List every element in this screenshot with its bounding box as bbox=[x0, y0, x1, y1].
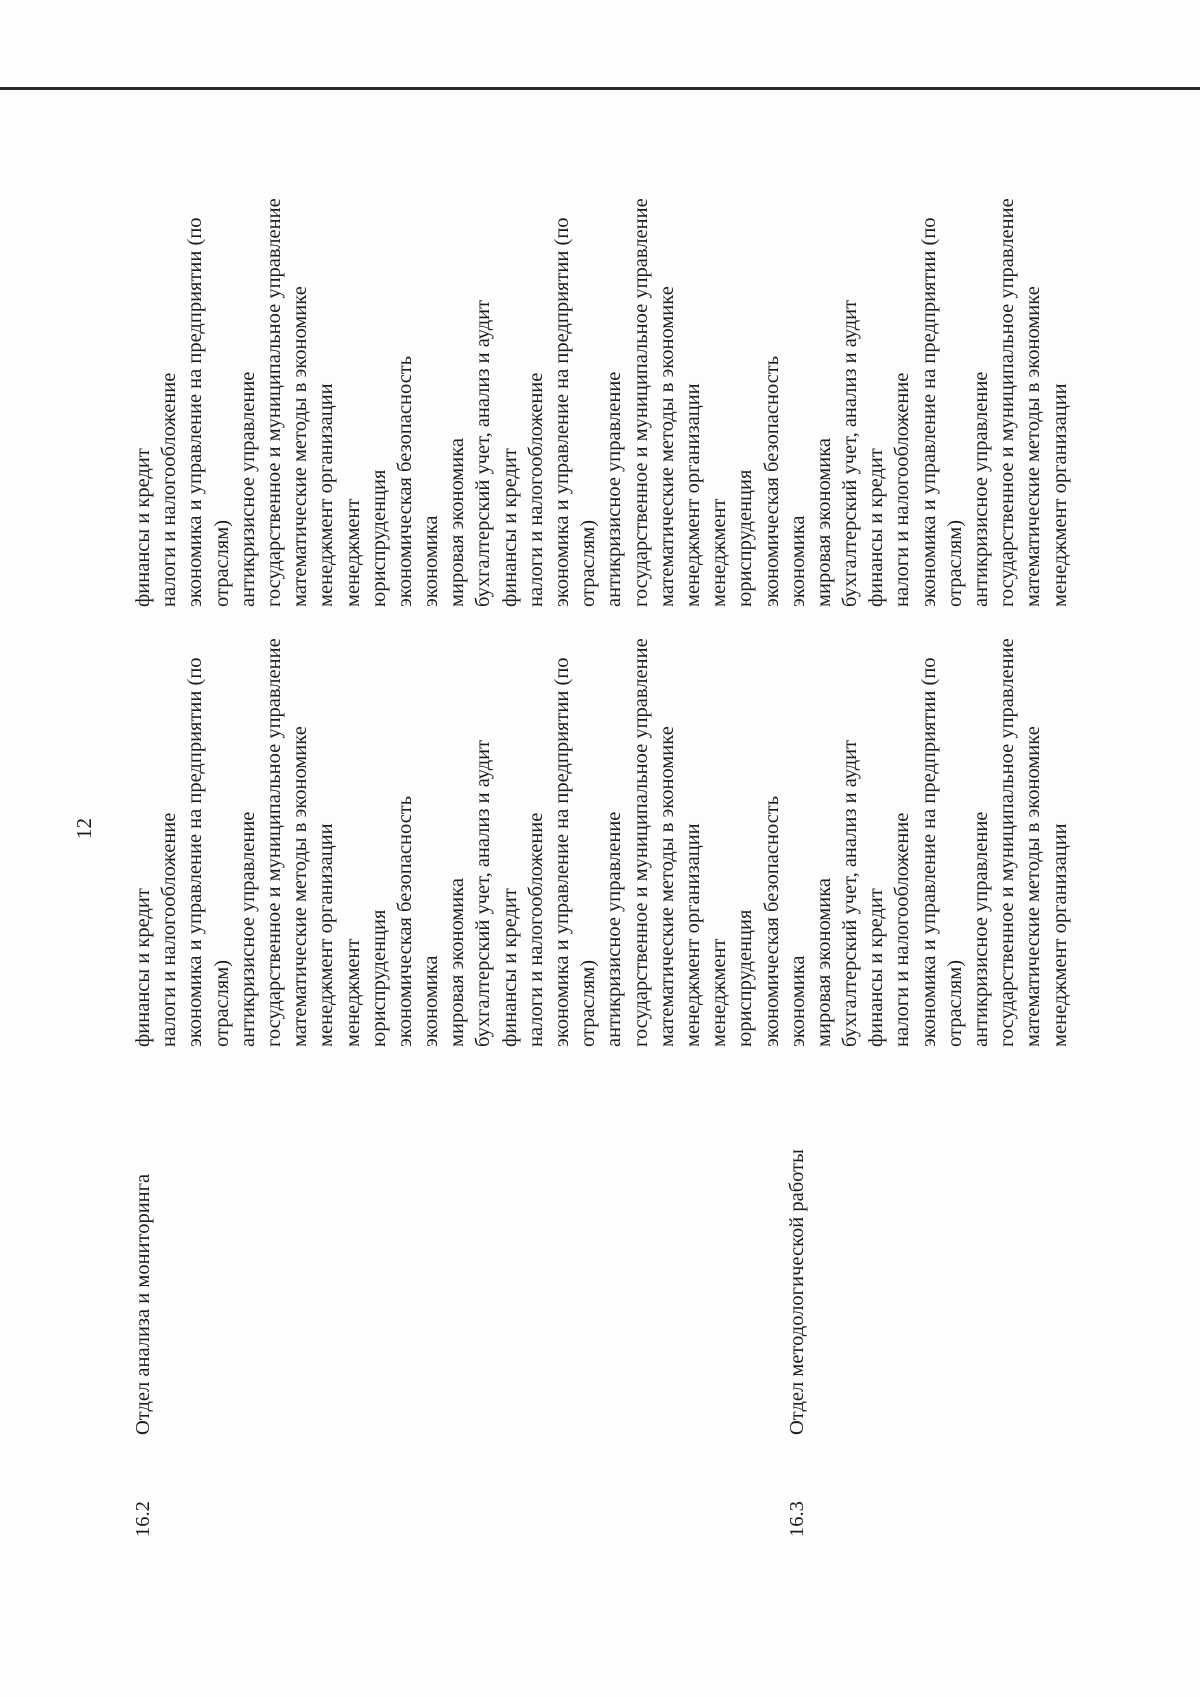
specialty-line: государственное и муниципальное управление bbox=[629, 198, 652, 607]
specialty-line: финансы и кредит bbox=[865, 448, 888, 607]
department-name: Отдел анализа и мониторинга bbox=[132, 1173, 154, 1435]
specialty-line: отраслям) bbox=[577, 959, 600, 1047]
specialty-line: мировая экономика bbox=[812, 878, 835, 1047]
specialty-line: менеджмент организации bbox=[315, 383, 338, 607]
specialty-line: экономическая безопасность bbox=[393, 795, 416, 1047]
specialty-line: экономика и управление на предприятии (по bbox=[551, 217, 573, 607]
specialty-line: бухгалтерский учет, анализ и аудит bbox=[472, 299, 495, 607]
specialty-line: юриспруденция bbox=[734, 469, 757, 607]
specialty-line: экономическая безопасность bbox=[760, 355, 783, 607]
specialty-line: налоги и налогообложение bbox=[158, 372, 181, 607]
specialty-line: экономическая безопасность bbox=[393, 355, 416, 607]
specialty-line: менеджмент организации bbox=[1048, 383, 1071, 607]
specialty-line: мировая экономика bbox=[446, 878, 469, 1047]
specialty-line: экономика и управление на предприятии (по bbox=[917, 657, 940, 1047]
specialty-line: финансы и кредит bbox=[865, 888, 888, 1047]
specialty-line: государственное и муниципальное управление bbox=[262, 198, 285, 607]
specialty-line: экономика bbox=[786, 955, 809, 1047]
specialty-line: юриспруденция bbox=[367, 909, 390, 1047]
specialty-line: юриспруденция bbox=[734, 909, 757, 1047]
specialty-line: антикризисное управление bbox=[603, 371, 626, 607]
specialty-line: математические методы в экономике bbox=[1022, 286, 1045, 607]
specialty-line: государственное и муниципальное управление bbox=[262, 638, 285, 1047]
specialty-line: отраслям) bbox=[210, 959, 233, 1047]
specialty-line: финансы и кредит bbox=[132, 888, 154, 1047]
specialty-line: менеджмент организации bbox=[681, 383, 704, 607]
specialty-line: экономика и управление на предприятии (по bbox=[917, 217, 940, 607]
specialty-line: налоги и налогообложение bbox=[158, 812, 181, 1047]
specialties-column-left bbox=[130, 638, 1073, 1047]
specialty-line: менеджмент организации bbox=[315, 823, 338, 1047]
specialty-line: мировая экономика bbox=[446, 438, 469, 607]
specialty-line: финансы и кредит bbox=[498, 448, 521, 607]
specialty-line: менеджмент организации bbox=[1048, 823, 1071, 1047]
specialty-line: антикризисное управление bbox=[970, 371, 992, 607]
row-number: 16.3 bbox=[786, 1501, 808, 1537]
specialty-line: антикризисное управление bbox=[236, 371, 259, 607]
scan-edge-line bbox=[0, 87, 1200, 90]
specialty-line: экономика bbox=[420, 955, 443, 1047]
specialty-line: финансы и кредит bbox=[132, 448, 154, 607]
specialty-line: экономика и управление на предприятии (по bbox=[551, 657, 573, 1047]
specialty-line: экономическая безопасность bbox=[760, 795, 783, 1047]
specialty-line: менеджмент bbox=[708, 498, 731, 607]
specialty-line: экономика bbox=[420, 515, 443, 607]
specialty-line: налоги и налогообложение bbox=[891, 812, 914, 1047]
specialty-line: антикризисное управление bbox=[236, 811, 259, 1047]
specialty-line: бухгалтерский учет, анализ и аудит bbox=[839, 299, 862, 607]
specialty-line: математические методы в экономике bbox=[289, 726, 312, 1047]
specialty-line: математические методы в экономике bbox=[655, 286, 678, 607]
specialty-line: отраслям) bbox=[210, 519, 233, 607]
specialty-line: государственное и муниципальное управление bbox=[996, 198, 1019, 607]
specialty-line: налоги и налогообложение bbox=[524, 812, 547, 1047]
specialty-line: юриспруденция bbox=[367, 469, 390, 607]
specialty-line: бухгалтерский учет, анализ и аудит bbox=[839, 739, 862, 1047]
specialty-line: математические методы в экономике bbox=[289, 286, 312, 607]
specialty-line: антикризисное управление bbox=[970, 811, 992, 1047]
specialty-line: экономика bbox=[786, 515, 809, 607]
specialty-line: отраслям) bbox=[577, 519, 600, 607]
specialty-line: государственное и муниципальное управление bbox=[629, 638, 652, 1047]
row-number: 16.2 bbox=[132, 1501, 154, 1537]
specialty-line: менеджмент bbox=[341, 498, 364, 607]
specialty-line: экономика и управление на предприятии (по bbox=[184, 217, 207, 607]
department-name: Отдел методологической работы bbox=[786, 1149, 808, 1435]
specialty-line: антикризисное управление bbox=[603, 811, 626, 1047]
specialty-line: отраслям) bbox=[943, 959, 966, 1047]
specialty-line: налоги и налогообложение bbox=[524, 372, 547, 607]
specialty-line: мировая экономика bbox=[812, 438, 835, 607]
specialty-line: отраслям) bbox=[943, 519, 966, 607]
page-number: 12 bbox=[72, 818, 96, 839]
specialty-line: менеджмент bbox=[341, 938, 364, 1047]
specialty-line: математические методы в экономике bbox=[655, 726, 678, 1047]
specialty-line: налоги и налогообложение bbox=[891, 372, 914, 607]
specialty-line: математические методы в экономике bbox=[1022, 726, 1045, 1047]
specialty-line: менеджмент организации bbox=[681, 823, 704, 1047]
specialty-line: менеджмент bbox=[708, 938, 731, 1047]
specialty-line: государственное и муниципальное управление bbox=[996, 638, 1019, 1047]
specialty-line: экономика и управление на предприятии (по bbox=[184, 657, 207, 1047]
specialty-line: бухгалтерский учет, анализ и аудит bbox=[472, 739, 495, 1047]
specialties-column-right bbox=[130, 198, 1073, 607]
specialty-line: финансы и кредит bbox=[498, 888, 521, 1047]
